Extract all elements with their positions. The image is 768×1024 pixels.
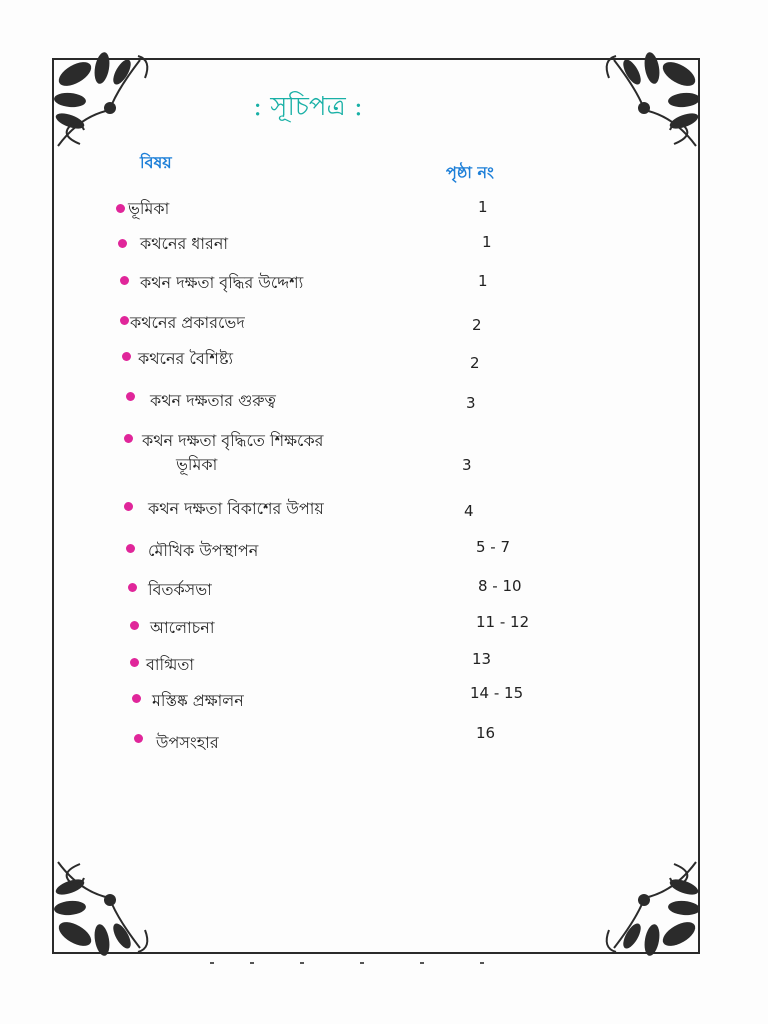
item-title: কথন দক্ষতা বিকাশের উপায়: [148, 499, 324, 518]
item-page: 1: [482, 233, 492, 251]
item-title: বাগ্মিতা: [146, 655, 195, 674]
bullet-dot: [124, 434, 133, 443]
bullet-dot: [122, 352, 131, 361]
list-item: [0, 346, 768, 376]
list-item: [0, 684, 768, 718]
item-page: 11 - 12: [476, 613, 530, 631]
list-item: [0, 577, 768, 607]
bullet-dot: [124, 502, 133, 511]
page-title: : সূচিপত্র :: [253, 92, 363, 122]
item-title: কথনের ধারনা: [140, 234, 229, 253]
bullet-dot: [132, 694, 141, 703]
item-title: কথন দক্ষতা বৃদ্ধির উদ্দেশ্য: [140, 273, 304, 292]
item-page: 1: [478, 198, 488, 216]
bullet-dot: [134, 734, 143, 743]
item-title: কথনের প্রকারভেদ: [130, 313, 245, 332]
list-item: [0, 652, 768, 682]
list-item: [0, 724, 768, 760]
item-title-continued: ভূমিকা: [176, 455, 218, 474]
bullet-dot: [130, 621, 139, 630]
list-item: [0, 196, 768, 226]
subject-column-header: বিষয়: [140, 153, 172, 172]
item-page: 4: [464, 502, 474, 520]
item-page: 13: [472, 650, 492, 668]
bullet-dot: [128, 583, 137, 592]
item-page: 14 - 15: [470, 684, 524, 702]
item-page: 3: [462, 456, 472, 474]
bullet-dot: [126, 392, 135, 401]
list-item: [0, 310, 768, 340]
item-page: 5 - 7: [476, 538, 511, 556]
scan-speckles: [210, 962, 510, 968]
floral-corner-icon: [40, 842, 160, 962]
item-title: আলোচনা: [150, 618, 215, 637]
bullet-dot: [130, 658, 139, 667]
item-title: কথন দক্ষতা বৃদ্ধিতে শিক্ষকের: [142, 431, 324, 450]
list-item: [0, 270, 768, 300]
item-page: 8 - 10: [478, 577, 522, 595]
item-page: 1: [478, 272, 488, 290]
list-item: [0, 615, 768, 645]
bullet-dot: [126, 544, 135, 553]
item-page: 3: [466, 394, 476, 412]
bullet-dot: [118, 239, 127, 248]
bullet-dot: [120, 276, 129, 285]
item-title: মৌখিক উপস্থাপন: [148, 541, 259, 560]
item-title: কথন দক্ষতার গুরুত্ব: [150, 391, 276, 410]
item-title: ভূমিকা: [128, 199, 170, 218]
item-title: মস্তিষ্ক প্রক্ষালন: [152, 691, 244, 710]
list-item: [0, 388, 768, 418]
item-title: কথনের বৈশিষ্ট্য: [138, 349, 234, 368]
floral-corner-icon: [594, 842, 714, 962]
item-title: উপসংহার: [156, 733, 219, 752]
list-item: [0, 496, 768, 526]
item-page: 2: [472, 316, 482, 334]
page-number-column-header: পৃষ্ঠা নং: [446, 163, 494, 182]
list-item: [0, 428, 768, 478]
bullet-dot: [116, 204, 125, 213]
item-page: 16: [476, 724, 496, 742]
item-title: বিতর্কসভা: [148, 580, 212, 599]
list-item: [0, 231, 768, 261]
list-item: [0, 538, 768, 568]
bullet-dot: [120, 316, 129, 325]
item-page: 2: [470, 354, 480, 372]
